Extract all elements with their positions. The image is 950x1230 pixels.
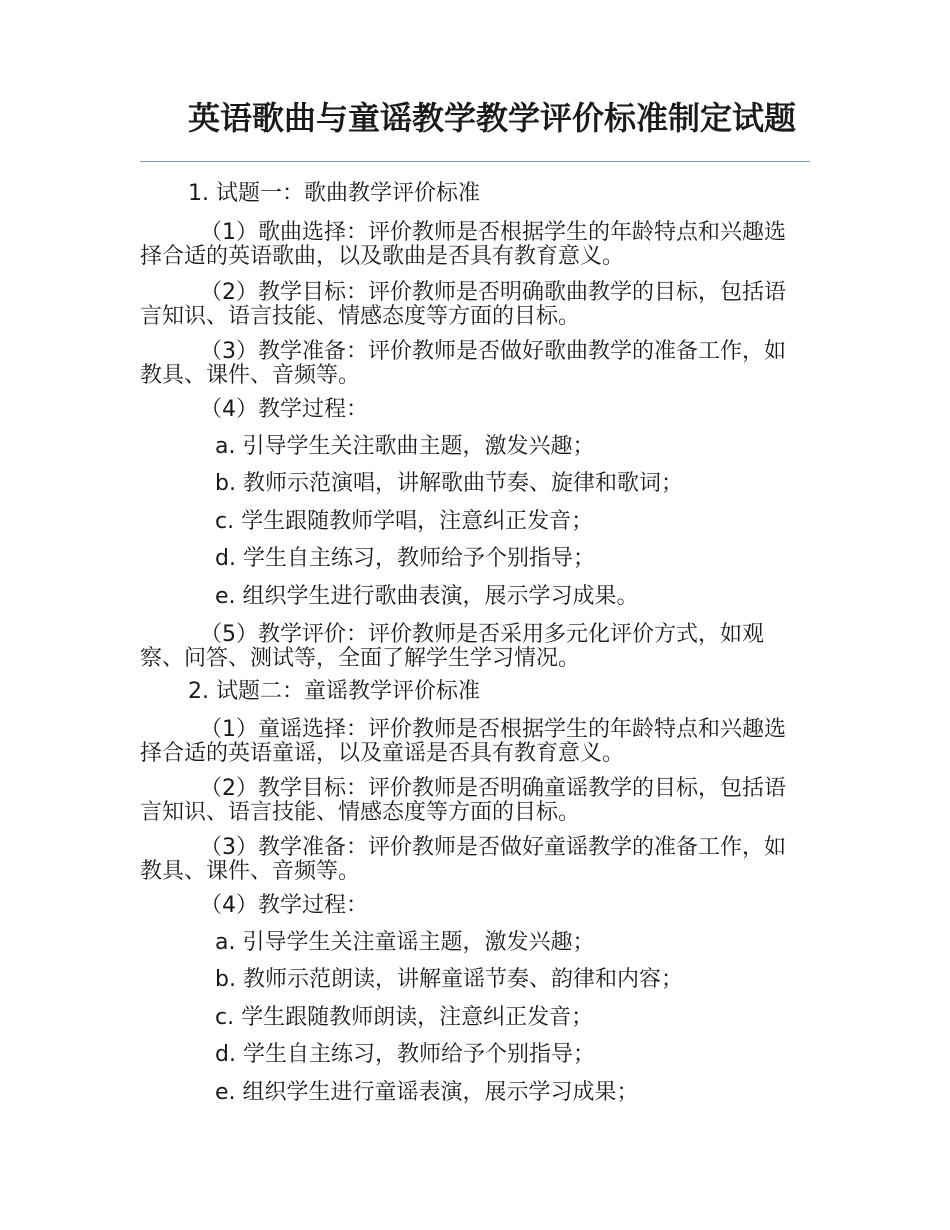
- section-2-paragraph-4: （4）教学过程：: [200, 893, 368, 918]
- section-2-step-a: a. 引导学生关注童谣主题，激发兴趣；: [215, 930, 595, 955]
- section-1-step-a: a. 引导学生关注歌曲主题，激发兴趣；: [215, 434, 595, 459]
- section-1-paragraph-4: （4）教学过程：: [200, 397, 368, 422]
- section-2-step-c: c. 学生跟随教师朗读，注意纠正发音；: [215, 1005, 594, 1030]
- section-1-step-e: e. 组织学生进行歌曲表演，展示学习成果。: [215, 584, 639, 609]
- section-2-heading: 2. 试题二：童谣教学评价标准: [188, 679, 480, 704]
- section-1-step-b: b. 教师示范演唱，讲解歌曲节奏、旋律和歌词；: [215, 471, 683, 496]
- section-1-step-d: d. 学生自主练习，教师给予个别指导；: [215, 546, 595, 571]
- section-1-step-c: c. 学生跟随教师学唱，注意纠正发音；: [215, 509, 594, 534]
- section-2-paragraph-1: （1）童谣选择：评价教师是否根据学生的年龄特点和兴趣选择合适的英语童谣，以及童谣是否具有教育意义。: [140, 717, 786, 766]
- section-2-paragraph-3: （3）教学准备：评价教师是否做好童谣教学的准备工作，如教具、课件、音频等。: [140, 835, 786, 884]
- section-1-paragraph-2: （2）教学目标：评价教师是否明确歌曲教学的目标，包括语言知识、语言技能、情感态度等方面的目标。: [140, 280, 786, 329]
- section-1-paragraph-5: （5）教学评价：评价教师是否采用多元化评价方式，如观察、问答、测试等，全面了解学生学习情况。: [140, 622, 764, 671]
- document-title: 英语歌曲与童谣教学教学评价标准制定试题: [188, 99, 797, 137]
- section-1-paragraph-3: （3）教学准备：评价教师是否做好歌曲教学的准备工作，如教具、课件、音频等。: [140, 339, 786, 388]
- title-underline: [140, 161, 810, 162]
- section-2-step-d: d. 学生自主练习，教师给予个别指导；: [215, 1042, 595, 1067]
- section-2-step-e: e. 组织学生进行童谣表演，展示学习成果；: [215, 1080, 639, 1105]
- section-1-paragraph-1: （1）歌曲选择：评价教师是否根据学生的年龄特点和兴趣选择合适的英语歌曲，以及歌曲是否具有教育意义。: [140, 220, 786, 269]
- section-2-paragraph-2: （2）教学目标：评价教师是否明确童谣教学的目标，包括语言知识、语言技能、情感态度等方面的目标。: [140, 776, 786, 825]
- section-2-step-b: b. 教师示范朗读，讲解童谣节奏、韵律和内容；: [215, 967, 683, 992]
- section-1-heading: 1. 试题一：歌曲教学评价标准: [188, 181, 480, 206]
